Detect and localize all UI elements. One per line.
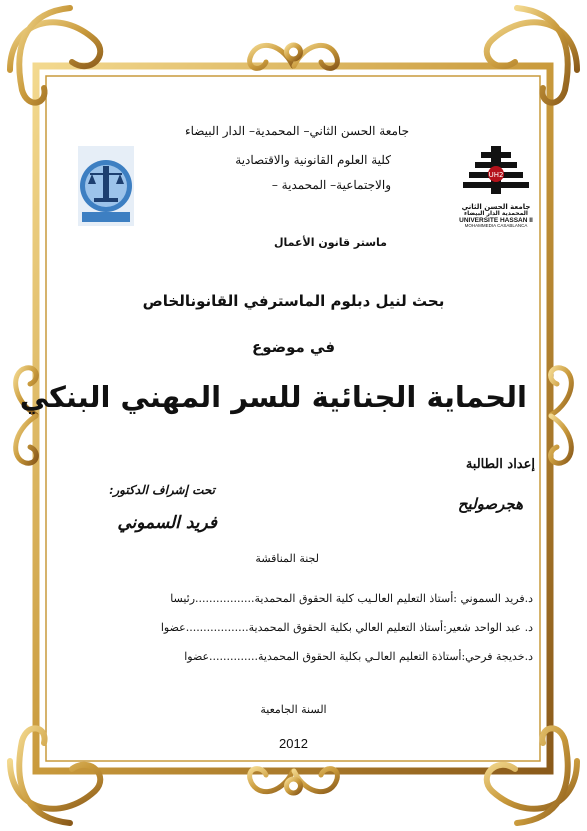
committee-member: د.فريد السموني :أستاذ التعليم العالـيب كلية الحقوق المحمدية.................رئيسا <box>170 592 533 605</box>
corner-ornament-top-right <box>487 8 577 103</box>
logo-text-arabic-2: المحمدية الدار البيضاء <box>464 210 528 218</box>
faculty-logo <box>78 146 134 226</box>
top-center-ornament <box>250 45 338 68</box>
committee-title: لجنة المناقشة <box>255 552 319 565</box>
university-logo <box>455 144 537 232</box>
logo-text-french-2: MOHAMMEDIA CASABLANCA <box>464 223 528 229</box>
academic-year: 2012 <box>279 736 308 751</box>
thesis-subtitle: بحث لنيل دبلوم الماسترفي القانونالخاص <box>142 292 445 310</box>
university-name: جامعة الحسن الثاني– المحمدية– الدار البيضاء <box>184 124 409 138</box>
logo-text-french-1: UNIVERSITE HASSAN II <box>459 216 533 224</box>
main-title: الحماية الجنائية للسر المهني البنكي <box>19 380 527 414</box>
bottom-center-ornament <box>250 769 338 793</box>
program-name: ماستر قانون الأعمال <box>273 236 387 249</box>
right-side-ornament <box>551 368 572 463</box>
academic-year-label: السنة الجامعية <box>260 703 327 716</box>
corner-ornament-top-left <box>10 8 100 103</box>
supervisor-name: فريد السموني <box>117 513 217 533</box>
logo-text-arabic-1: جامعة الحسن الثاني <box>461 203 531 211</box>
committee-member: د.خديجة فرحي:أستاذة التعليم العالـي بكلية الحقوق المحمدية..............عضوا <box>184 650 533 663</box>
faculty-name-line2: والاجتماعية– المحمدية – <box>271 178 391 192</box>
university-emblem-icon <box>455 144 537 200</box>
faculty-name-line1: كلية العلوم القانونية والاقتصادية <box>235 153 391 167</box>
topic-label: في موضوع <box>251 338 336 356</box>
supervisor-label: تحت إشراف الدكتور: <box>108 483 215 497</box>
student-label: إعداد الطالبة <box>465 457 535 472</box>
svg-text:UH2: UH2 <box>488 171 504 179</box>
student-name: هجرصوليح <box>457 495 523 513</box>
committee-member: د. عبد الواحد شعير:أستاذ التعليم العالي بكلية الحقوق المحمدية..................عضوا <box>160 621 533 634</box>
